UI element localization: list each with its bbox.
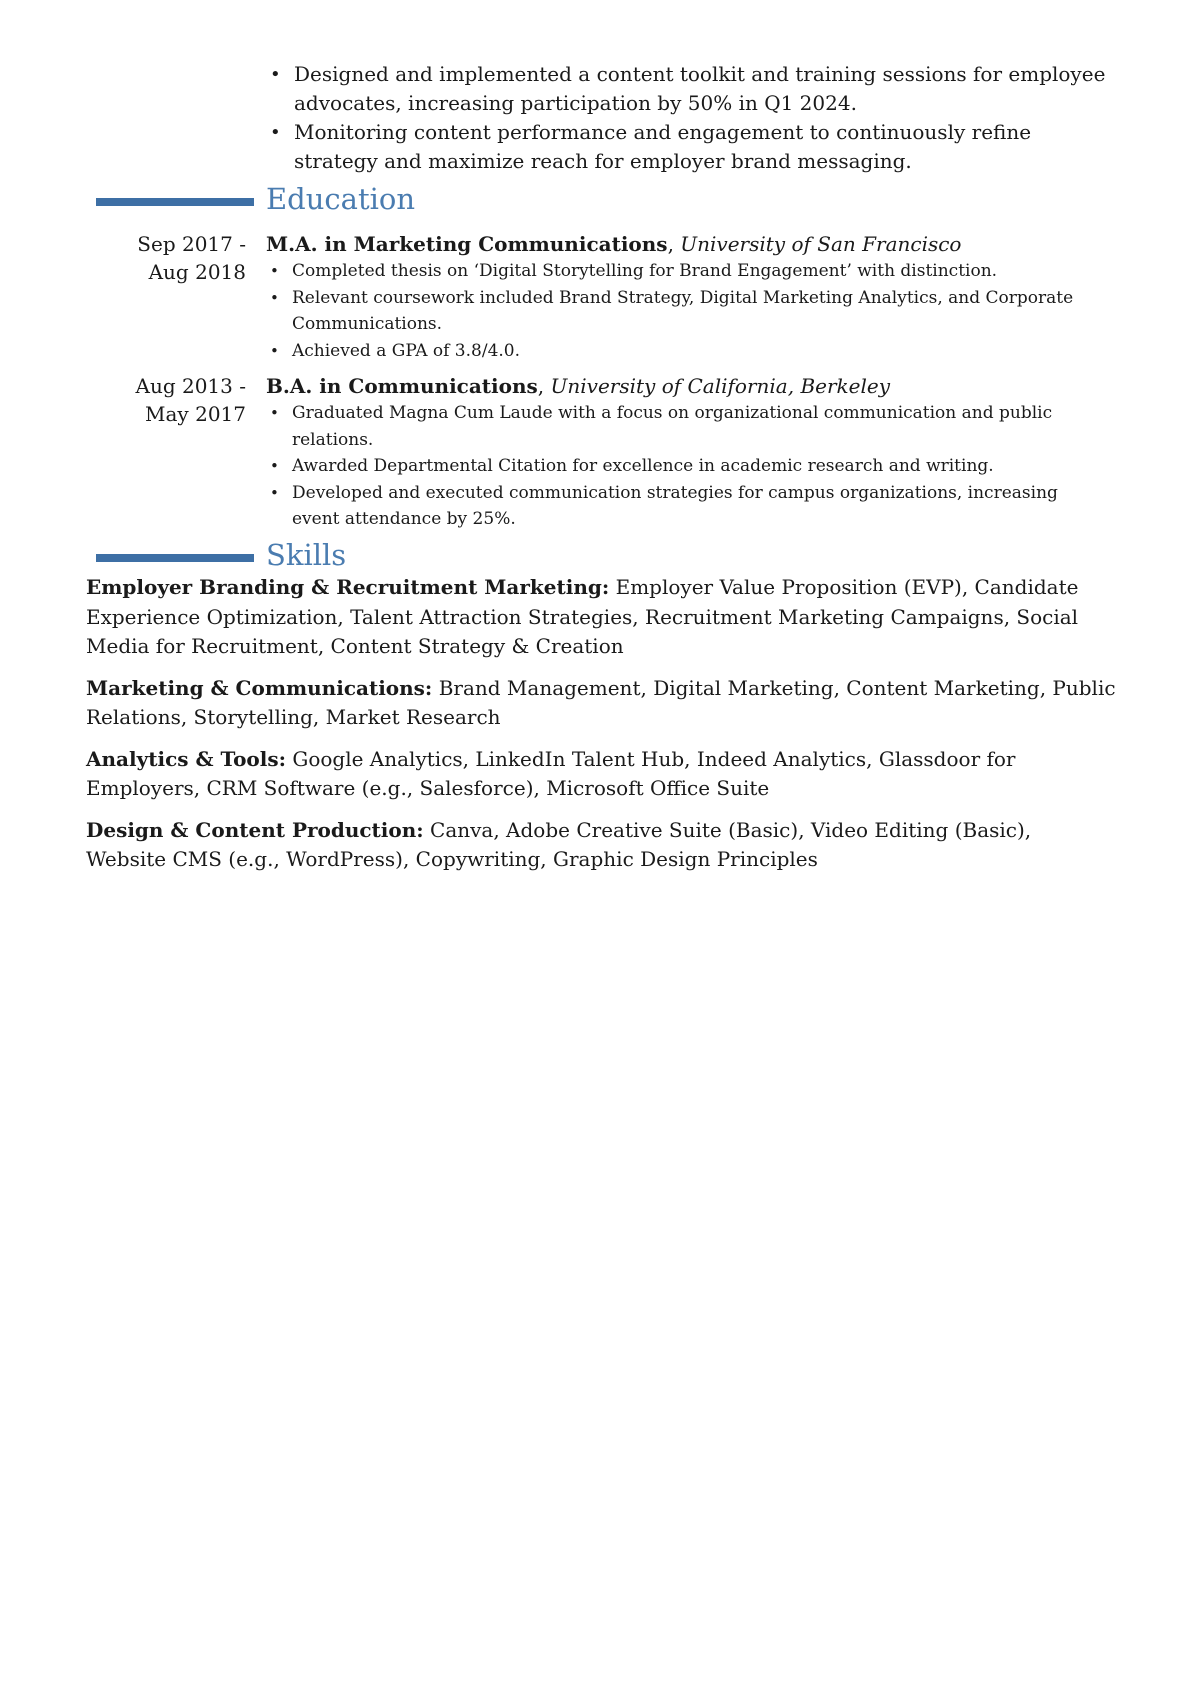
section-accent-bar bbox=[96, 198, 254, 206]
skill-category: Design & Content Production: bbox=[86, 817, 424, 842]
skill-group bbox=[86, 573, 1116, 662]
education-bullet-list bbox=[266, 400, 1106, 533]
skill-category: Analytics & Tools: bbox=[86, 746, 286, 771]
education-date bbox=[60, 372, 246, 428]
education-bullet: • Graduated Magna Cum Laude with a focus on organizational communication and public relations. bbox=[266, 400, 1106, 453]
section-title-skills: Skills bbox=[266, 538, 347, 572]
education-degree: B.A. in Communications bbox=[266, 374, 538, 398]
education-title: M.A. in Marketing Communications, University of San Francisco bbox=[266, 232, 962, 256]
skill-items: Canva, Adobe Creative Suite (Basic), Video Editing (Basic), Website CMS (e.g., WordPress), Copywriting, Graphic Design Principles bbox=[86, 817, 1032, 871]
skill-category: Employer Branding & Recruitment Marketing: bbox=[86, 575, 610, 599]
education-date bbox=[60, 230, 246, 286]
education-date-end: May 2017 bbox=[145, 402, 246, 426]
section-accent-bar bbox=[96, 554, 254, 562]
experience-bullet-list bbox=[270, 60, 1110, 176]
education-school: University of California, Berkeley bbox=[550, 374, 891, 398]
education-details bbox=[266, 372, 1106, 533]
skill-group bbox=[86, 745, 1116, 804]
skill-items: Employer Value Proposition (EVP), Candidate Experience Optimization, Talent Attraction Strategies, Recruitment Marketing Campaigns, Social Media for Recruitment, Content Strategy & Creation bbox=[86, 575, 1079, 658]
education-details bbox=[266, 230, 1106, 364]
education-degree: M.A. in Marketing Communications bbox=[266, 232, 668, 256]
skill-group bbox=[86, 674, 1116, 733]
education-bullet: • Developed and executed communication strategies for campus organizations, increasing event attendance by 25%. bbox=[266, 480, 1106, 533]
education-bullet: • Completed thesis on ‘Digital Storytelling for Brand Engagement’ with distinction. bbox=[266, 258, 1106, 285]
section-title-education: Education bbox=[266, 182, 416, 216]
education-title: B.A. in Communications, University of California, Berkeley bbox=[266, 374, 891, 398]
education-date-start: Aug 2013 - bbox=[135, 374, 246, 398]
skill-items: Google Analytics, LinkedIn Talent Hub, Indeed Analytics, Glassdoor for Employers, CRM Software (e.g., Salesforce), Microsoft Office Suite bbox=[86, 746, 1016, 800]
experience-bullet: • Monitoring content performance and engagement to continuously refine strategy and maximize reach for employer brand messaging. bbox=[270, 118, 1110, 176]
skill-group bbox=[86, 816, 1116, 875]
education-bullet: • Relevant coursework included Brand Strategy, Digital Marketing Analytics, and Corporate Communications. bbox=[266, 285, 1106, 338]
education-date-start: Sep 2017 - bbox=[137, 232, 246, 256]
education-bullet-list bbox=[266, 258, 1106, 364]
experience-bullet: • Designed and implemented a content toolkit and training sessions for employee advocates, increasing participation by 50% in Q1 2024. bbox=[270, 60, 1110, 118]
education-bullet: • Achieved a GPA of 3.8/4.0. bbox=[266, 338, 1106, 365]
skills-list bbox=[86, 573, 1116, 887]
education-date-end: Aug 2018 bbox=[148, 260, 246, 284]
skill-category: Marketing & Communications: bbox=[86, 675, 433, 700]
skill-items: Brand Management, Digital Marketing, Content Marketing, Public Relations, Storytelling, Market Research bbox=[86, 675, 1116, 729]
education-school: University of San Francisco bbox=[680, 232, 962, 256]
education-section-header bbox=[96, 182, 1096, 222]
education-bullet: • Awarded Departmental Citation for excellence in academic research and writing. bbox=[266, 453, 1106, 480]
